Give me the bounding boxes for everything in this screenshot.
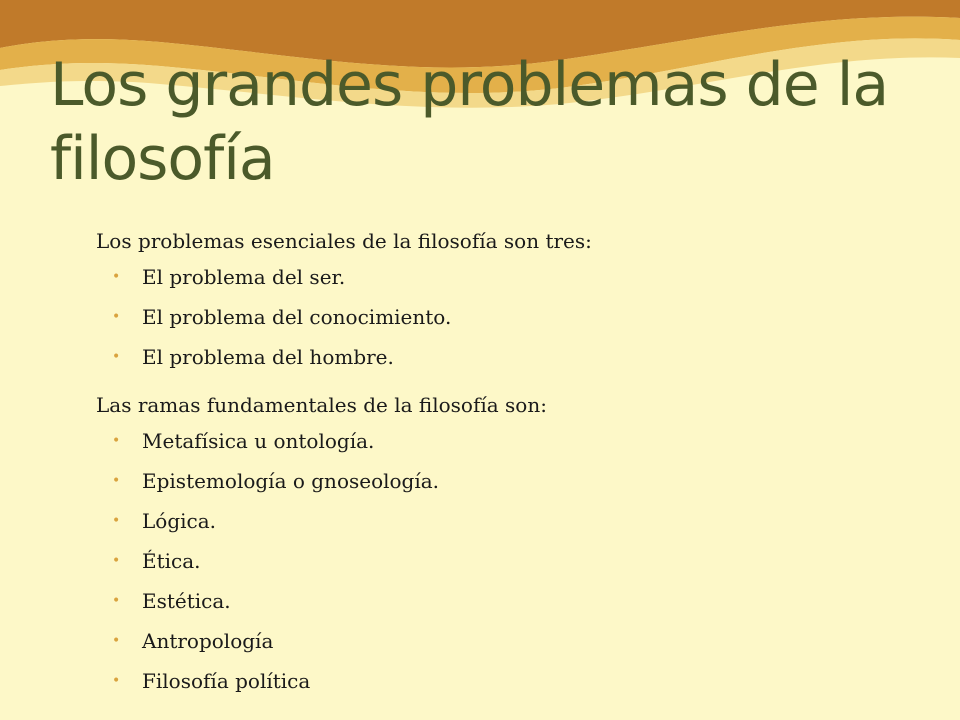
bullet-icon: • xyxy=(112,309,121,325)
bullet-icon: • xyxy=(112,513,121,529)
section2-list xyxy=(96,430,916,710)
bullet-icon: • xyxy=(112,433,121,449)
bullet-icon: • xyxy=(112,593,121,609)
list-item: • Metafísica u ontología. xyxy=(112,429,375,453)
list-item: • El problema del conocimiento. xyxy=(112,305,452,329)
slide-content xyxy=(96,230,916,718)
bullet-icon: • xyxy=(112,473,121,489)
list-item: • Antropología xyxy=(112,629,274,653)
list-item: • El problema del ser. xyxy=(112,265,346,289)
bullet-icon: • xyxy=(112,269,121,285)
bullet-icon: • xyxy=(112,553,121,569)
list-item: • Ética. xyxy=(112,549,201,573)
list-item: • Lógica. xyxy=(112,509,217,533)
section1-list xyxy=(96,266,916,386)
list-item: • El problema del hombre. xyxy=(112,345,394,369)
slide-title: Los grandes problemas de la filosofía xyxy=(50,50,889,194)
section1-lead: Los problemas esenciales de la filosofía son tres: xyxy=(96,229,592,253)
bullet-icon: • xyxy=(112,349,121,365)
list-item: • Filosofía política xyxy=(112,669,311,693)
bullet-icon: • xyxy=(112,673,121,689)
list-item: • Epistemología o gnoseología. xyxy=(112,469,440,493)
section2-lead: Las ramas fundamentales de la filosofía son: xyxy=(96,393,547,417)
bullet-icon: • xyxy=(112,633,121,649)
list-item: • Estética. xyxy=(112,589,231,613)
